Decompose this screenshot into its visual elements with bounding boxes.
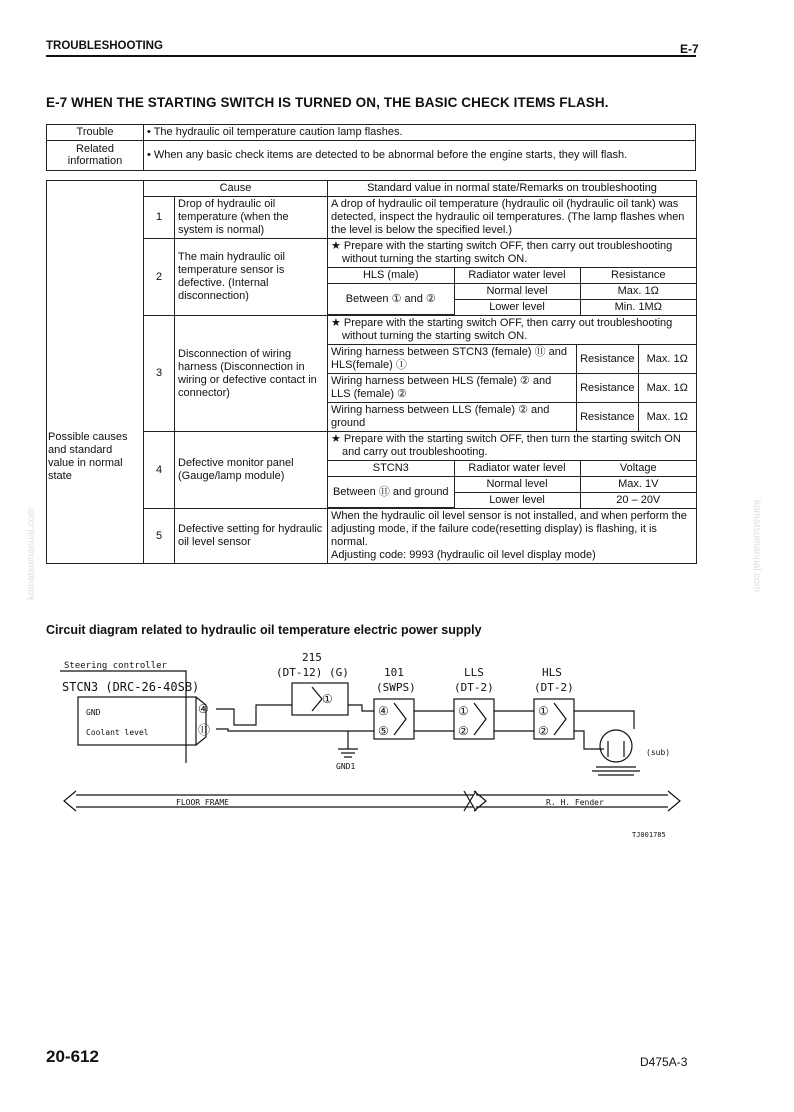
connector-hls-tip	[554, 703, 566, 735]
stcn3-label: STCN3 (DRC-26-40SB)	[62, 680, 200, 694]
cause-3-row3-res: Resistance	[577, 403, 638, 431]
ground-symbol	[338, 749, 358, 757]
cause-4-row2-level: Lower level	[454, 492, 580, 507]
level-sensor-float	[592, 741, 640, 775]
rh-fender-label: R. H. Fender	[546, 798, 604, 807]
cause-5-remark	[328, 509, 697, 564]
cause-4-num: 4	[144, 431, 175, 508]
pin-4: ④	[198, 702, 209, 716]
related-label-line2: information	[67, 155, 123, 168]
page-title: E-7 WHEN THE STARTING SWITCH IS TURNED ON, THE BASIC CHECK ITEMS FLASH.	[46, 95, 609, 110]
cause-3-row3-val: Max. 1Ω	[638, 403, 696, 431]
c215-type: (DT-12) (G)	[276, 666, 349, 679]
cause-4-col1: STCN3	[328, 460, 454, 476]
gnd1-label: GND1	[336, 762, 356, 771]
trouble-label: Trouble	[47, 125, 144, 141]
hls-pin-1: ①	[538, 704, 549, 718]
cause-header: Cause	[144, 181, 328, 197]
cause-4-detail	[328, 431, 697, 508]
coolant-label: Coolant level	[86, 728, 149, 737]
cause-5-remark-text: When the hydraulic oil level sensor is not installed, and when perform the adjusting mode, if the failure code(resetting display) is flashing, it is normal.	[331, 510, 687, 549]
trouble-row	[47, 125, 696, 141]
cause-3-detail	[328, 316, 697, 432]
lls-pin-2: ②	[458, 724, 469, 738]
figure-code: TJ001785	[632, 831, 666, 839]
header-code: E-7	[680, 42, 699, 56]
cause-3-row2-val: Max. 1Ω	[638, 374, 696, 403]
cause-3-row3: Wiring harness between LLS (female) ② and ground	[328, 403, 577, 431]
floor-frame-label: FLOOR FRAME	[176, 798, 229, 807]
cause-2-note: ★ Prepare with the starting switch OFF, then carry out troubleshooting without turning the starting switch ON.	[328, 239, 696, 267]
possible-causes-label: Possible causes and standard value in normal state	[47, 181, 144, 564]
header-section: TROUBLESHOOTING	[46, 40, 163, 52]
connector-lls-tip	[474, 703, 486, 735]
connector-101-tip	[394, 703, 406, 735]
stcn3-connector	[78, 697, 196, 745]
cause-2-row1-value: Max. 1Ω	[580, 283, 696, 299]
cause-5-code: Adjusting code: 9993 (hydraulic oil level display mode)	[331, 549, 596, 562]
hls-type: (DT-2)	[534, 681, 574, 694]
gnd-label: GND	[86, 708, 101, 717]
cause-2-between: Between ① and ②	[328, 283, 454, 314]
cause-2-detail	[328, 238, 697, 315]
related-row	[47, 140, 696, 170]
cause-2-text: The main hydraulic oil temperature sensor is defective. (Internal disconnection)	[175, 238, 328, 315]
cause-1-remark: A drop of hydraulic oil temperature (hydraulic oil (hydraulic oil tank) was detected, inspect the hydraulic oil temperatures. (The lamp flashes when the level is below the specified level.)	[328, 196, 697, 238]
cause-2-col3: Resistance	[580, 267, 696, 283]
c215-num: 215	[302, 651, 322, 664]
cause-3-row1-val: Max. 1Ω	[638, 345, 696, 374]
lls-num: LLS	[464, 666, 484, 679]
standard-header: Standard value in normal state/Remarks on troubleshooting	[328, 181, 697, 197]
c101-pin-5: ⑤	[378, 724, 389, 738]
cause-5-text: Defective setting for hydraulic oil level sensor	[175, 509, 328, 564]
related-label-line1: Related	[76, 142, 114, 155]
diagram-title: Circuit diagram related to hydraulic oil temperature electric power supply	[46, 623, 482, 637]
related-text: • When any basic check items are detected to be abnormal before the engine starts, they will flash.	[144, 140, 696, 170]
watermark-right: komatsumanual.com	[751, 500, 762, 593]
lls-type: (DT-2)	[454, 681, 494, 694]
connector-215-tip	[312, 687, 322, 711]
harness-wires	[216, 705, 634, 749]
cause-1-num: 1	[144, 196, 175, 238]
cause-2-col2: Radiator water level	[454, 267, 580, 283]
cause-row-5	[47, 509, 697, 564]
connector-215	[292, 683, 348, 715]
lls-pin-1: ①	[458, 704, 469, 718]
cause-2-row2-value: Min. 1MΩ	[580, 299, 696, 314]
hls-pin-2: ②	[538, 724, 549, 738]
header-rule	[46, 55, 696, 57]
cause-2-inner-table	[328, 239, 696, 315]
cause-row-1	[47, 196, 697, 238]
watermark-left: komatsumanual.com	[26, 507, 37, 600]
pin-11: ⑪	[198, 723, 211, 737]
cause-3-text: Disconnection of wiring harness (Disconnection in wiring or defective contact in connector)	[175, 316, 328, 432]
cause-4-col3: Voltage	[580, 460, 696, 476]
c101-type: (SWPS)	[376, 681, 416, 694]
cause-3-row1: Wiring harness between STCN3 (female) ⑪ and HLS(female) ①	[328, 345, 577, 374]
page-number: 20-612	[46, 1047, 99, 1066]
cause-4-between: Between ⑪ and ground	[328, 476, 454, 507]
controller-label: Steering controller	[64, 661, 167, 671]
circuit-diagram	[56, 645, 696, 845]
cause-3-num: 3	[144, 316, 175, 432]
cause-2-num: 2	[144, 238, 175, 315]
hls-num: HLS	[542, 666, 562, 679]
level-sensor	[600, 730, 632, 762]
cause-4-note: ★ Prepare with the starting switch OFF, then turn the starting switch ON and carry out troubleshooting.	[328, 432, 696, 460]
trouble-table	[46, 124, 696, 171]
cause-3-note: ★ Prepare with the starting switch OFF, then carry out troubleshooting without turning the starting switch ON.	[328, 316, 696, 344]
cause-3-inner-table	[328, 316, 696, 431]
cause-3-row2-res: Resistance	[577, 374, 638, 403]
cause-3-row2: Wiring harness between HLS (female) ② and LLS (female) ②	[328, 374, 577, 403]
related-label	[47, 140, 144, 170]
cause-header-row	[47, 181, 697, 197]
cause-4-text: Defective monitor panel (Gauge/lamp module)	[175, 431, 328, 508]
cause-2-row1-level: Normal level	[454, 283, 580, 299]
cause-4-row2-value: 20 – 20V	[580, 492, 696, 507]
cause-1-text: Drop of hydraulic oil temperature (when the system is normal)	[175, 196, 328, 238]
cause-table	[46, 180, 697, 564]
cause-3-row1-res: Resistance	[577, 345, 638, 374]
c101-num: 101	[384, 666, 404, 679]
sub-label: (sub)	[646, 748, 671, 757]
model-number: D475A-3	[640, 1055, 688, 1069]
cause-4-col2: Radiator water level	[454, 460, 580, 476]
c101-pin-4: ④	[378, 704, 389, 718]
cause-2-col1: HLS (male)	[328, 267, 454, 283]
c215-pin: ①	[322, 692, 333, 706]
trouble-text: • The hydraulic oil temperature caution lamp flashes.	[144, 125, 696, 141]
cause-4-inner-table	[328, 432, 696, 508]
cause-5-num: 5	[144, 509, 175, 564]
cause-row-3	[47, 316, 697, 432]
cause-4-row1-value: Max. 1V	[580, 476, 696, 492]
cause-2-row2-level: Lower level	[454, 299, 580, 314]
cause-row-4	[47, 431, 697, 508]
cause-4-row1-level: Normal level	[454, 476, 580, 492]
cause-row-2	[47, 238, 697, 315]
